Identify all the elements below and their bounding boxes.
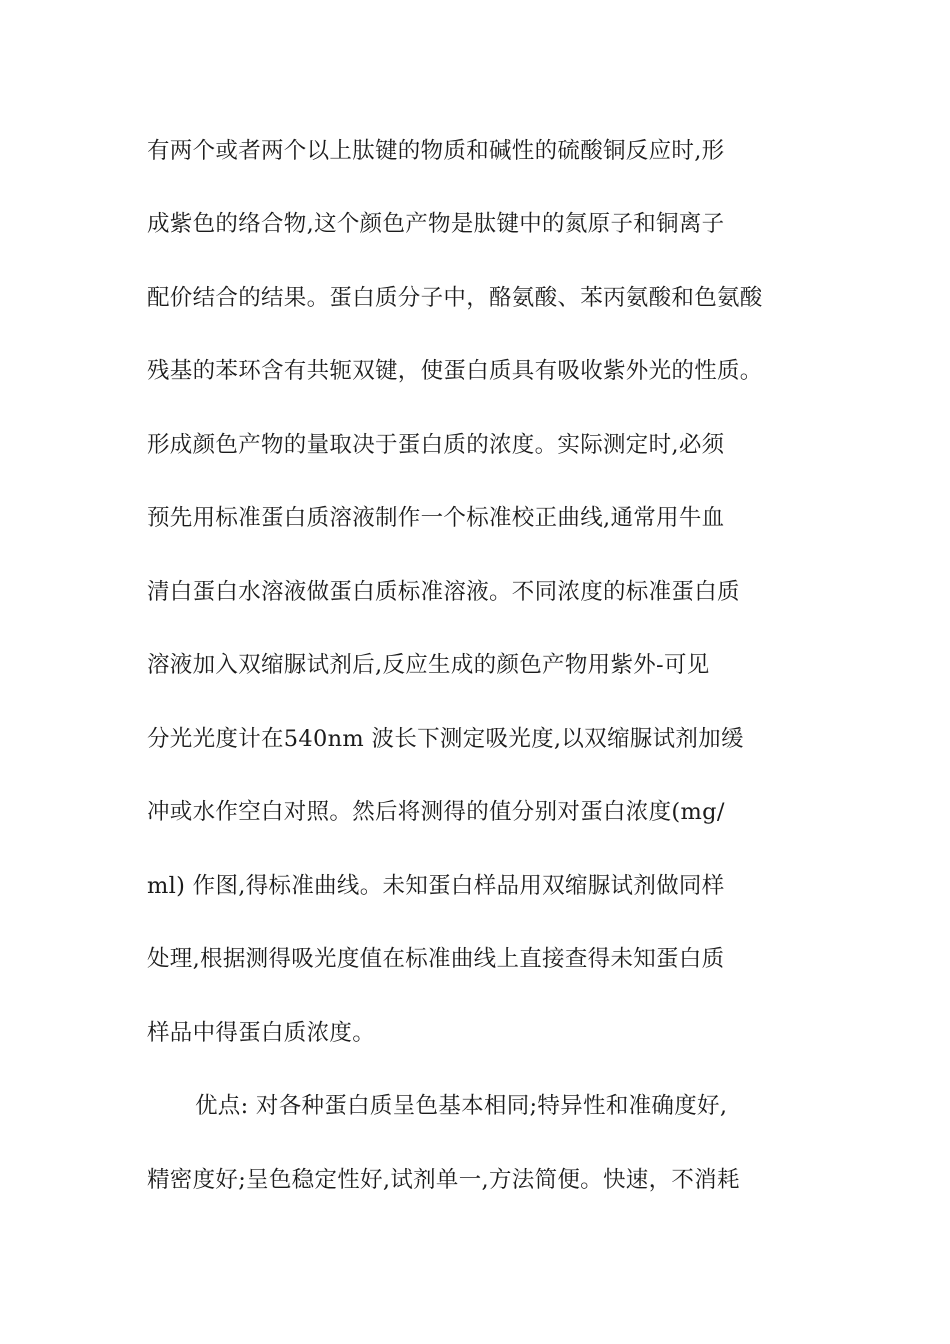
text-line: 样品中得蛋白质浓度。: [147, 1020, 376, 1046]
text-line: 清白蛋白水溶液做蛋白质标准溶液。不同浓度的标准蛋白质: [147, 579, 740, 605]
text-line: 冲或水作空白对照。然后将测得的值分别对蛋白浓度(mg/: [147, 799, 725, 825]
text-line: ml) 作图,得标准曲线。未知蛋白样品用双缩脲试剂做同样: [147, 873, 725, 899]
text-line: 处理,根据测得吸光度值在标准曲线上直接查得未知蛋白质: [147, 946, 725, 972]
text-line: 预先用标准蛋白质溶液制作一个标准校正曲线,通常用牛血: [147, 505, 725, 531]
text-line: 成紫色的络合物,这个颜色产物是肽键中的氮原子和铜离子: [147, 211, 725, 237]
text-line: 有两个或者两个以上肽键的物质和碱性的硫酸铜反应时,形: [147, 138, 725, 164]
text-line: 精密度好;呈色稳定性好,试剂单一,方法简便。快速，不消耗: [147, 1167, 740, 1193]
paragraph-first-line: 优点: 对各种蛋白质呈色基本相同;特异性和准确度好,: [195, 1093, 728, 1119]
text-line: 配价结合的结果。蛋白质分子中，酪氨酸、苯丙氨酸和色氨酸: [147, 285, 763, 311]
text-line: 残基的苯环含有共轭双键，使蛋白质具有吸收紫外光的性质。: [147, 358, 763, 384]
text-line: 形成颜色产物的量取决于蛋白质的浓度。实际测定时,必须: [147, 432, 725, 458]
text-line: 溶液加入双缩脲试剂后,反应生成的颜色产物用紫外-可见: [147, 652, 710, 678]
text-line: 分光光度计在540nm 波长下测定吸光度,以双缩脲试剂加缓: [147, 726, 744, 752]
